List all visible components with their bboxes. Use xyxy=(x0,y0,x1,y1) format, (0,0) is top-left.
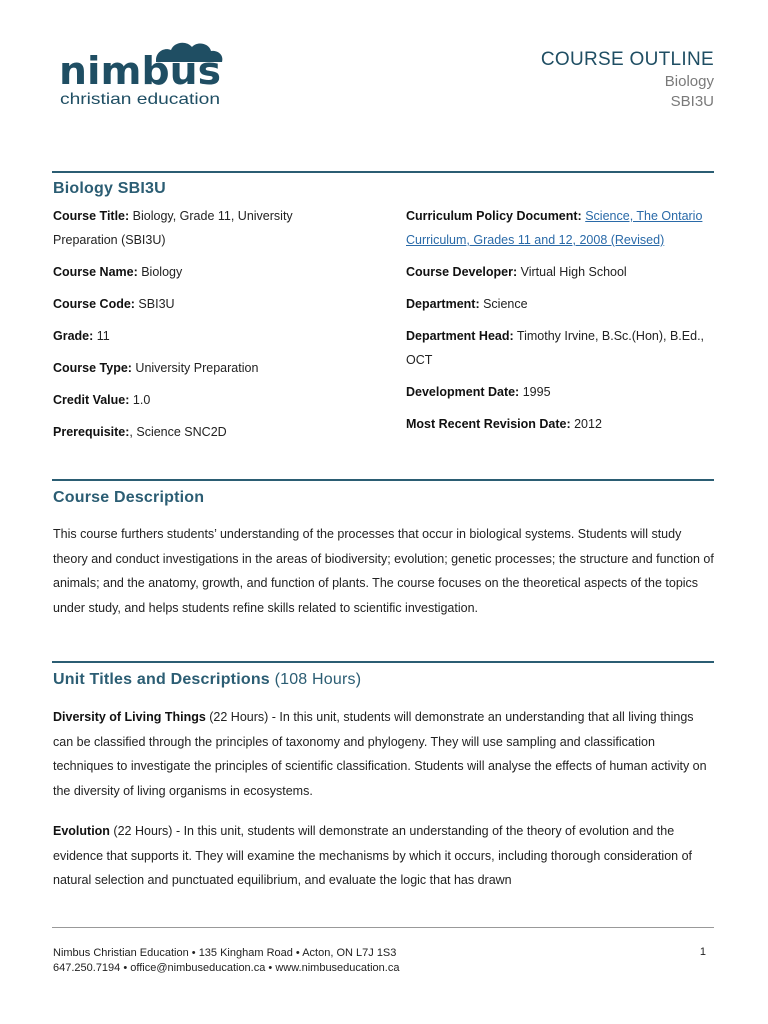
section-divider xyxy=(52,661,714,663)
field-value: Science xyxy=(479,297,528,311)
field-label: Course Title: xyxy=(53,209,130,223)
field-label: Department Head: xyxy=(406,329,514,343)
field-label: Course Name: xyxy=(53,265,138,279)
field-label: Grade: xyxy=(53,329,94,343)
field-course-developer xyxy=(406,260,706,284)
header-subject: Biology xyxy=(664,73,714,90)
unit-title: Diversity of Living Things xyxy=(53,710,206,724)
field-curriculum-policy xyxy=(406,204,706,252)
field-revision-date xyxy=(406,412,706,436)
field-department-head xyxy=(406,324,706,372)
field-value: 2012 xyxy=(570,417,602,431)
page-number: 1 xyxy=(699,946,706,958)
field-grade xyxy=(53,324,353,348)
document-header xyxy=(541,48,714,112)
unit-title: Evolution xyxy=(53,824,110,838)
field-label: Prerequisite: xyxy=(53,425,130,439)
logo-graphic xyxy=(58,38,233,110)
brand-tagline: christian education xyxy=(60,91,220,108)
field-course-title xyxy=(53,204,353,252)
field-value: 11 xyxy=(93,329,110,343)
section-divider xyxy=(52,479,714,481)
field-label: Course Type: xyxy=(53,361,132,375)
course-info-left-column xyxy=(53,204,353,452)
units-heading-text: Unit Titles and Descriptions xyxy=(53,671,270,688)
field-development-date xyxy=(406,380,706,404)
units-total-hours: (108 Hours) xyxy=(274,671,362,688)
field-department xyxy=(406,292,706,316)
document-title: COURSE OUTLINE xyxy=(540,49,714,70)
unit-description: (22 Hours) - In this unit, students will demonstrate an understanding that all living things can be classified through the principles of taxonomy and phylogeny. They will use sampling and classification techniques to investigate the principles of scientific classification. Students will analyse the effects of human activity on the diversity of living organisms in ecosystems. xyxy=(53,710,707,798)
field-value: Virtual High School xyxy=(517,265,627,279)
field-value: 1995 xyxy=(519,385,551,399)
field-label: Course Developer: xyxy=(406,265,518,279)
field-label: Curriculum Policy Document: xyxy=(406,209,582,223)
unit-item xyxy=(53,819,715,893)
field-course-name xyxy=(53,260,353,284)
course-info-heading: Biology SBI3U xyxy=(53,180,166,197)
field-value: Timothy Irvine, B.Sc.(Hon), B.Ed., OCT xyxy=(406,329,705,367)
curriculum-policy-link[interactable]: Science, The Ontario Curriculum, Grades 11 and 12, 2008 (Revised) xyxy=(406,209,703,247)
header-course-code: SBI3U xyxy=(670,93,714,110)
footer-divider xyxy=(52,927,714,928)
field-label: Most Recent Revision Date: xyxy=(406,417,571,431)
course-description-heading: Course Description xyxy=(53,489,205,506)
nimbus-logo xyxy=(58,38,233,110)
field-value: University Preparation xyxy=(131,361,259,375)
brand-name: nimbus xyxy=(59,49,221,93)
field-prerequisite xyxy=(53,420,353,444)
unit-item xyxy=(53,705,715,803)
field-value: 1.0 xyxy=(129,393,151,407)
field-label: Development Date: xyxy=(406,385,520,399)
field-value: SBI3U xyxy=(134,297,175,311)
field-value: Biology xyxy=(137,265,183,279)
units-heading xyxy=(53,671,361,689)
footer-contact xyxy=(53,946,399,976)
course-description-text: This course furthers students’ understanding of the processes that occur in biological systems. Students will study theory and conduct investigations in the areas of biodiversity; evolution; genetic processes; the structure and function of animals; and the anatomy, growth, and function of plants. The course focuses on the theoretical aspects of the topics under study, and helps students refine skills related to scientific investigation. xyxy=(53,527,714,615)
section-divider xyxy=(52,171,714,173)
footer-phone-email-web: 647.250.7194 • office@nimbuseducation.ca • www.nimbuseducation.ca xyxy=(53,962,400,974)
field-label: Department: xyxy=(406,297,480,311)
field-course-type xyxy=(53,356,353,380)
unit-description: (22 Hours) - In this unit, students will demonstrate an understanding of the theory of evolution and the evidence that supports it. They will examine the mechanisms by which it occurs, including thorough consideration of natural selection and punctuated equilibrium, and evaluate the logic that has drawn xyxy=(53,824,692,887)
course-info-right-column xyxy=(406,204,706,444)
field-label: Credit Value: xyxy=(53,393,130,407)
field-label: Course Code: xyxy=(53,297,135,311)
footer-address: Nimbus Christian Education • 135 Kingham Road • Acton, ON L7J 1S3 xyxy=(53,947,397,959)
field-value: , Science SNC2D xyxy=(129,425,227,439)
field-credit-value xyxy=(53,388,353,412)
field-course-code xyxy=(53,292,353,316)
field-value: Biology, Grade 11, University Preparation (SBI3U) xyxy=(53,209,293,247)
